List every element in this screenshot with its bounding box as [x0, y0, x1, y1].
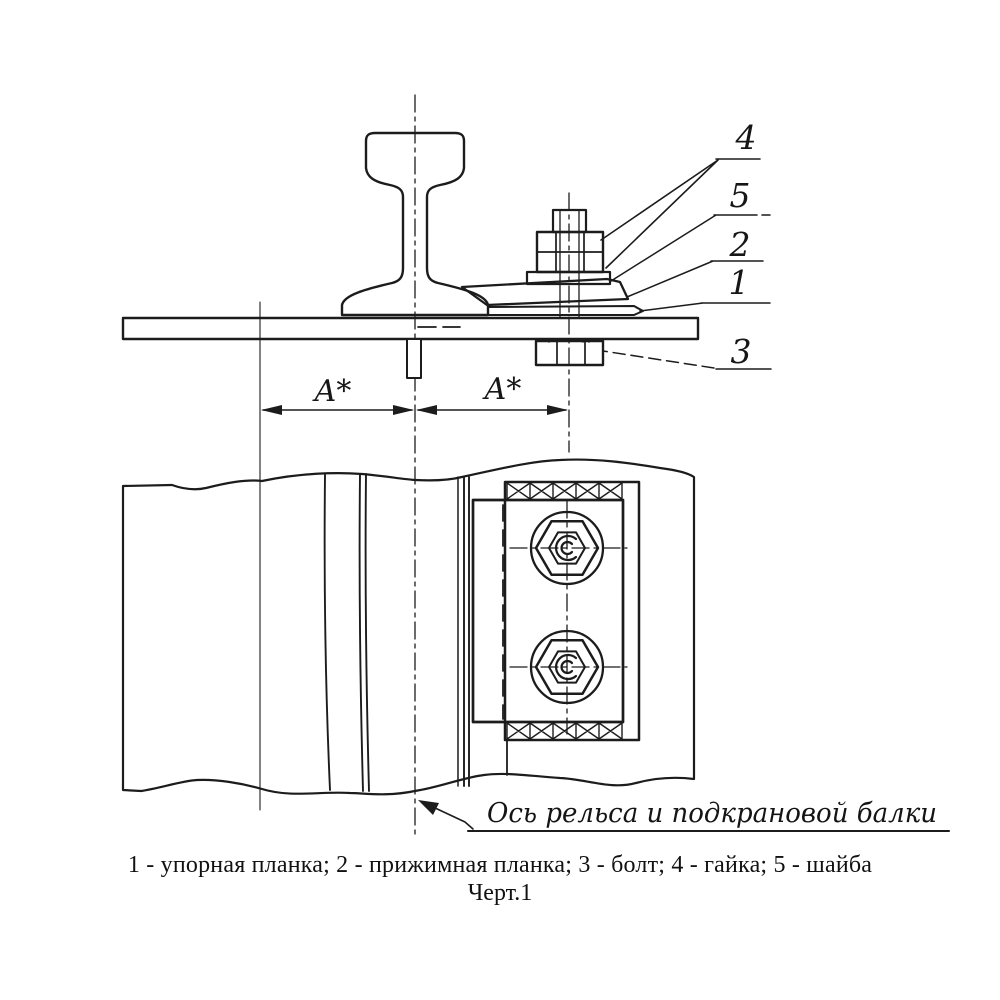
arrowhead — [547, 405, 568, 415]
bottom-view-plan — [123, 460, 949, 831]
beam-flange-plate — [123, 318, 698, 339]
rail-plan-line-1 — [325, 475, 330, 790]
axis-note-arrowhead — [418, 800, 439, 815]
callout-5: 5 — [729, 176, 751, 215]
callout-numbers — [312, 118, 757, 409]
plate-stub — [407, 339, 421, 378]
parts-caption: 1 - упорная планка; 2 - прижимная планка; 3 - болт; 4 - гайка; 5 - шайба — [127, 852, 873, 878]
axis-lines — [260, 95, 569, 836]
rail-plan-line-3 — [366, 474, 369, 791]
rail-plan-line-2 — [360, 474, 363, 791]
figure-number: Черт.1 — [467, 880, 533, 906]
beam-plan-outline — [123, 460, 694, 795]
arrowhead — [261, 405, 282, 415]
bottom-nut-facets — [557, 341, 585, 365]
arrowhead — [416, 405, 437, 415]
weld-seam-top — [507, 483, 622, 499]
axis-note-leader — [433, 807, 473, 829]
arrowhead — [393, 405, 414, 415]
dim-label-right: A* — [484, 372, 522, 407]
stop-plate-side — [488, 306, 643, 315]
dim-label-left: A* — [314, 374, 352, 409]
leader-1 — [640, 303, 770, 311]
callout-3: 3 — [730, 332, 752, 371]
top-view-section — [123, 133, 771, 415]
weld-seam-bottom — [507, 723, 622, 739]
callout-2: 2 — [729, 225, 751, 264]
leader-3 — [603, 351, 714, 368]
callout-4: 4 — [735, 118, 757, 157]
top-nut-facets — [537, 232, 603, 272]
callout-1: 1 — [728, 263, 750, 302]
axis-note-label: Ось рельса и подкрановой балки — [487, 798, 937, 829]
